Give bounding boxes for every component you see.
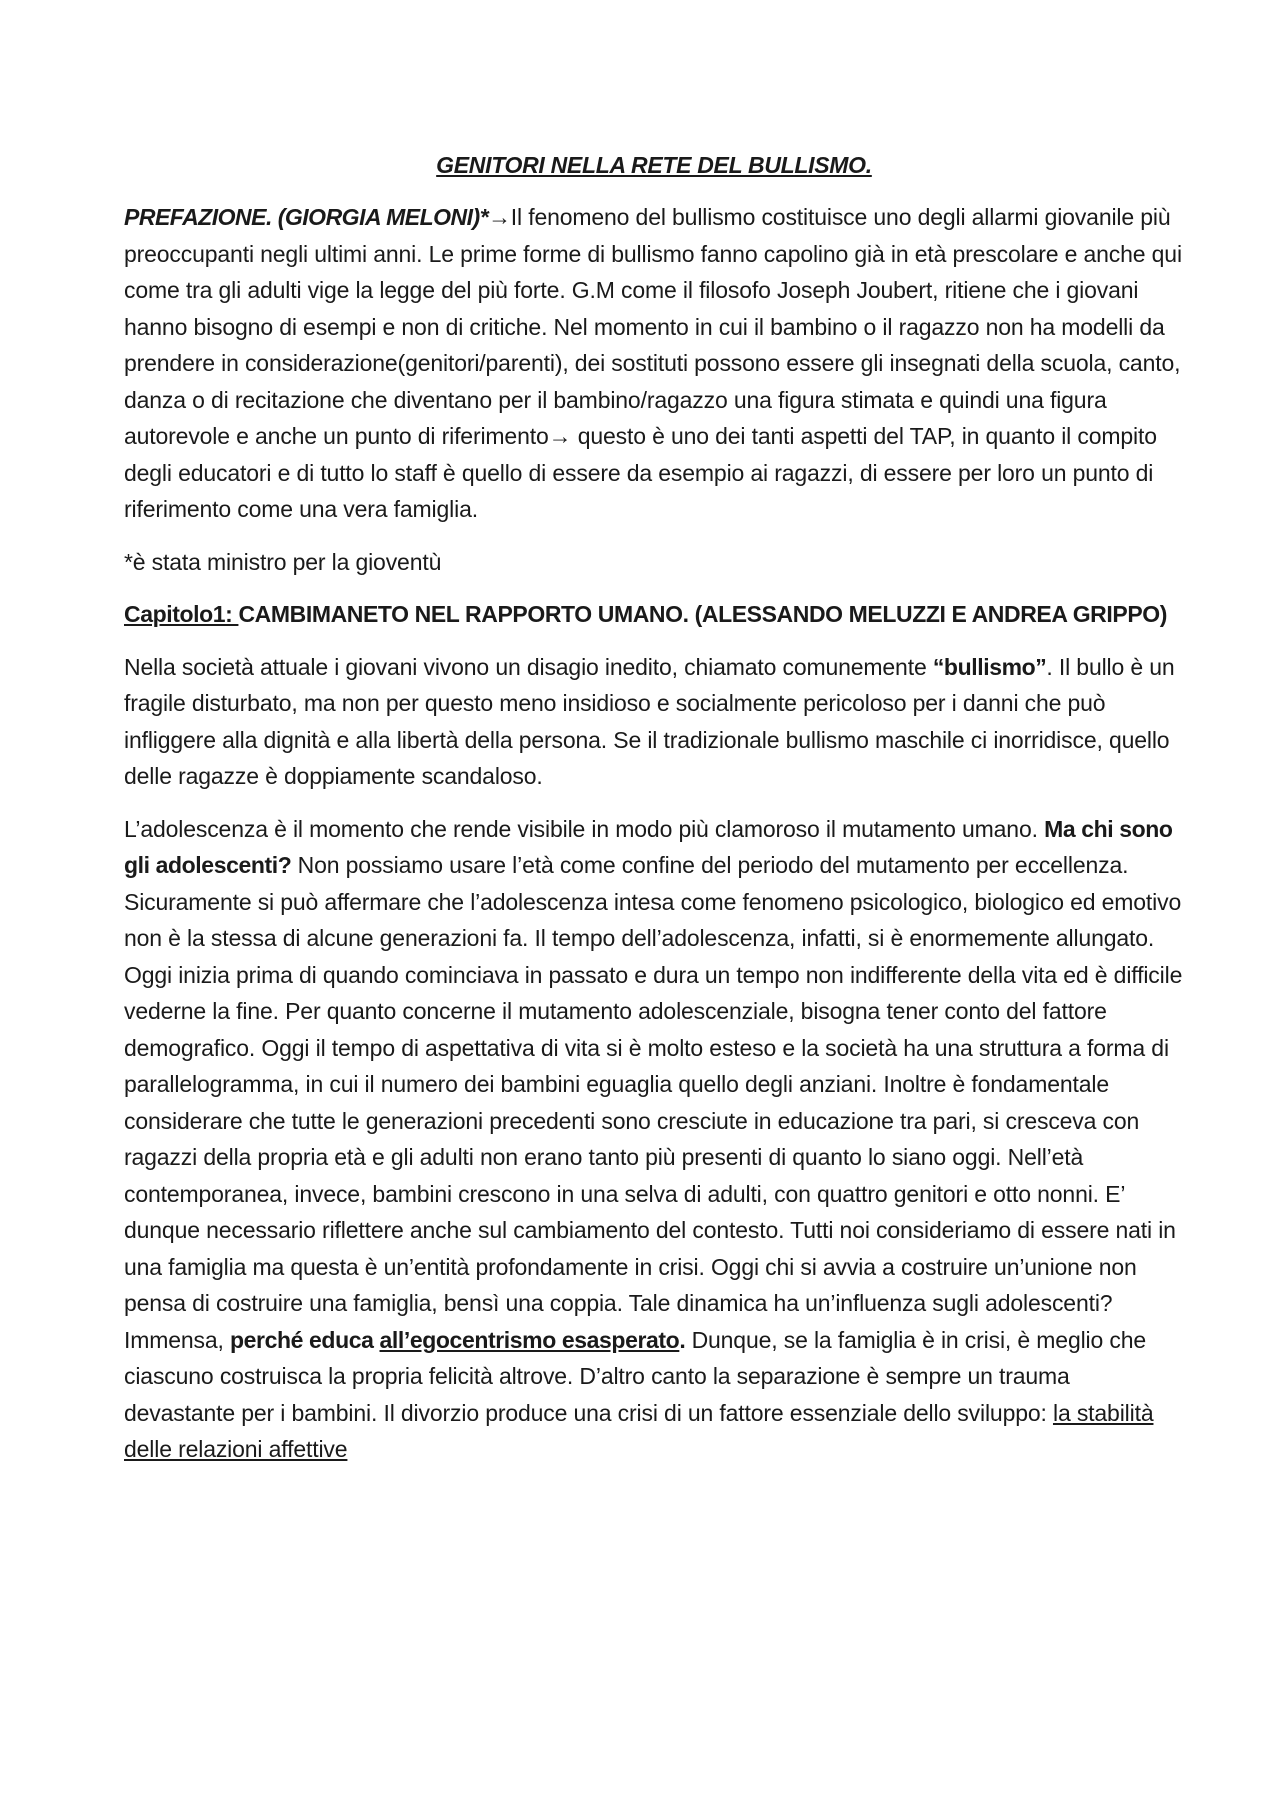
body-paragraph-2 <box>124 811 1184 1468</box>
preface-heading: PREFAZIONE. (GIORGIA MELONI)* <box>124 204 489 230</box>
arrow-right-icon: → <box>548 423 572 449</box>
bold-period: . <box>679 1326 686 1353</box>
document-body <box>124 152 1184 1468</box>
bold-question: Ma chi sono gli adolescenti? <box>124 815 1173 878</box>
bold-underlined-phrase: all’egocentrismo esasperato <box>379 1326 680 1353</box>
bold-term: “bullismo” <box>932 653 1047 680</box>
paragraph-text: Dunque, se la famiglia è in crisi, è meglio che ciascuno costruisca la propria felicità altrove. D’altro canto la separazione è sempre un trauma devastante per i bambini. Il divorzio produce una crisi di un fattore essenziale dello sviluppo: <box>124 1326 1147 1426</box>
chapter-heading <box>124 596 1184 633</box>
paragraph-text: Nella società attuale i giovani vivono un disagio inedito, chiamato comunemente <box>124 653 933 680</box>
chapter-label: Capitolo1: <box>124 601 239 627</box>
body-paragraph-1 <box>124 649 1184 795</box>
document-title: GENITORI NELLA RETE DEL BULLISMO. <box>436 152 872 178</box>
chapter-title: CAMBIMANETO NEL RAPPORTO UMANO. (ALESSANDO MELUZZI E ANDREA GRIPPO) <box>238 601 1168 627</box>
arrow-right-icon: → <box>488 204 511 230</box>
preface-text: Il fenomeno del bullismo costituisce uno degli allarmi giovanile più preoccupanti negli ultimi anni. Le prime forme di bullismo fanno capolino già in età prescolare e anche qui come tra gli adulti vige la legge del più forte. G.M come il filosofo Joseph Joubert, ritiene che i giovani hanno bisogno di esempi e non di critiche. Nel momento in cui il bambino o il ragazzo non ha modelli da prendere in considerazione(genitori/parenti), dei sostituti possono essere gli insegnati della scuola, canto, danza o di recitazione che diventano per il bambino/ragazzo una figura stimata e quindi una figura autorevole e anche un punto di riferimento <box>124 204 1182 449</box>
underlined-phrase: la stabilità delle relazioni affettive <box>124 1399 1154 1462</box>
preface-text-continued: questo è uno dei tanti aspetti del TAP, in quanto il compito degli educatori e di tutto lo staff è quello di essere da esempio ai ragazzi, di essere per loro un punto di riferimento come una vera famiglia. <box>124 423 1157 522</box>
paragraph-text: L’adolescenza è il momento che rende visibile in modo più clamoroso il mutamento umano. <box>124 815 1045 842</box>
preface-paragraph <box>124 199 1184 528</box>
footnote: *è stata ministro per la gioventù <box>124 548 442 575</box>
paragraph-text: . Il bullo è un fragile disturbato, ma non per questo meno insidioso e socialmente pericoloso per i danni che può infliggere alla dignità e alla libertà della persona. Se il tradizionale bullismo maschile ci inorridisce, quello delle ragazze è doppiamente scandaloso. <box>124 653 1175 789</box>
bold-phrase: perché educa <box>230 1326 380 1353</box>
paragraph-text: Non possiamo usare l’età come confine del periodo del mutamento per eccellenza. Sicuramente si può affermare che l’adolescenza intesa come fenomeno psicologico, biologico ed emotivo non è la stessa di alcune generazioni fa. Il tempo dell’adolescenza, infatti, si è enormemente allungato. Oggi inizia prima di quando cominciava in passato e dura un tempo non indifferente della vita ed è difficile vederne la fine. Per quanto concerne il mutamento adolescenziale, bisogna tener conto del fattore demografico. Oggi il tempo di aspettativa di vita si è molto esteso e la società ha una struttura a forma di parallelogramma, in cui il numero dei bambini eguaglia quello degli anziani. Inoltre è fondamentale considerare che tutte le generazioni precedenti sono cresciute in educazione tra pari, si cresceva con ragazzi della propria età e gli adulti non erano tanto più presenti di quanto lo siano oggi. Nell’età contemporanea, invece, bambini crescono in una selva di adulti, con quattro genitori e otto nonni. E’ dunque necessario riflettere anche sul cambiamento del contesto. Tutti noi consideriamo di essere nati in una famiglia ma questa è un’entità profondamente in crisi. Oggi chi si avvia a costruire un’unione non pensa di costruire una famiglia, bensì una coppia. Tale dinamica ha un’influenza sugli adolescenti? Immensa, <box>124 852 1183 1353</box>
